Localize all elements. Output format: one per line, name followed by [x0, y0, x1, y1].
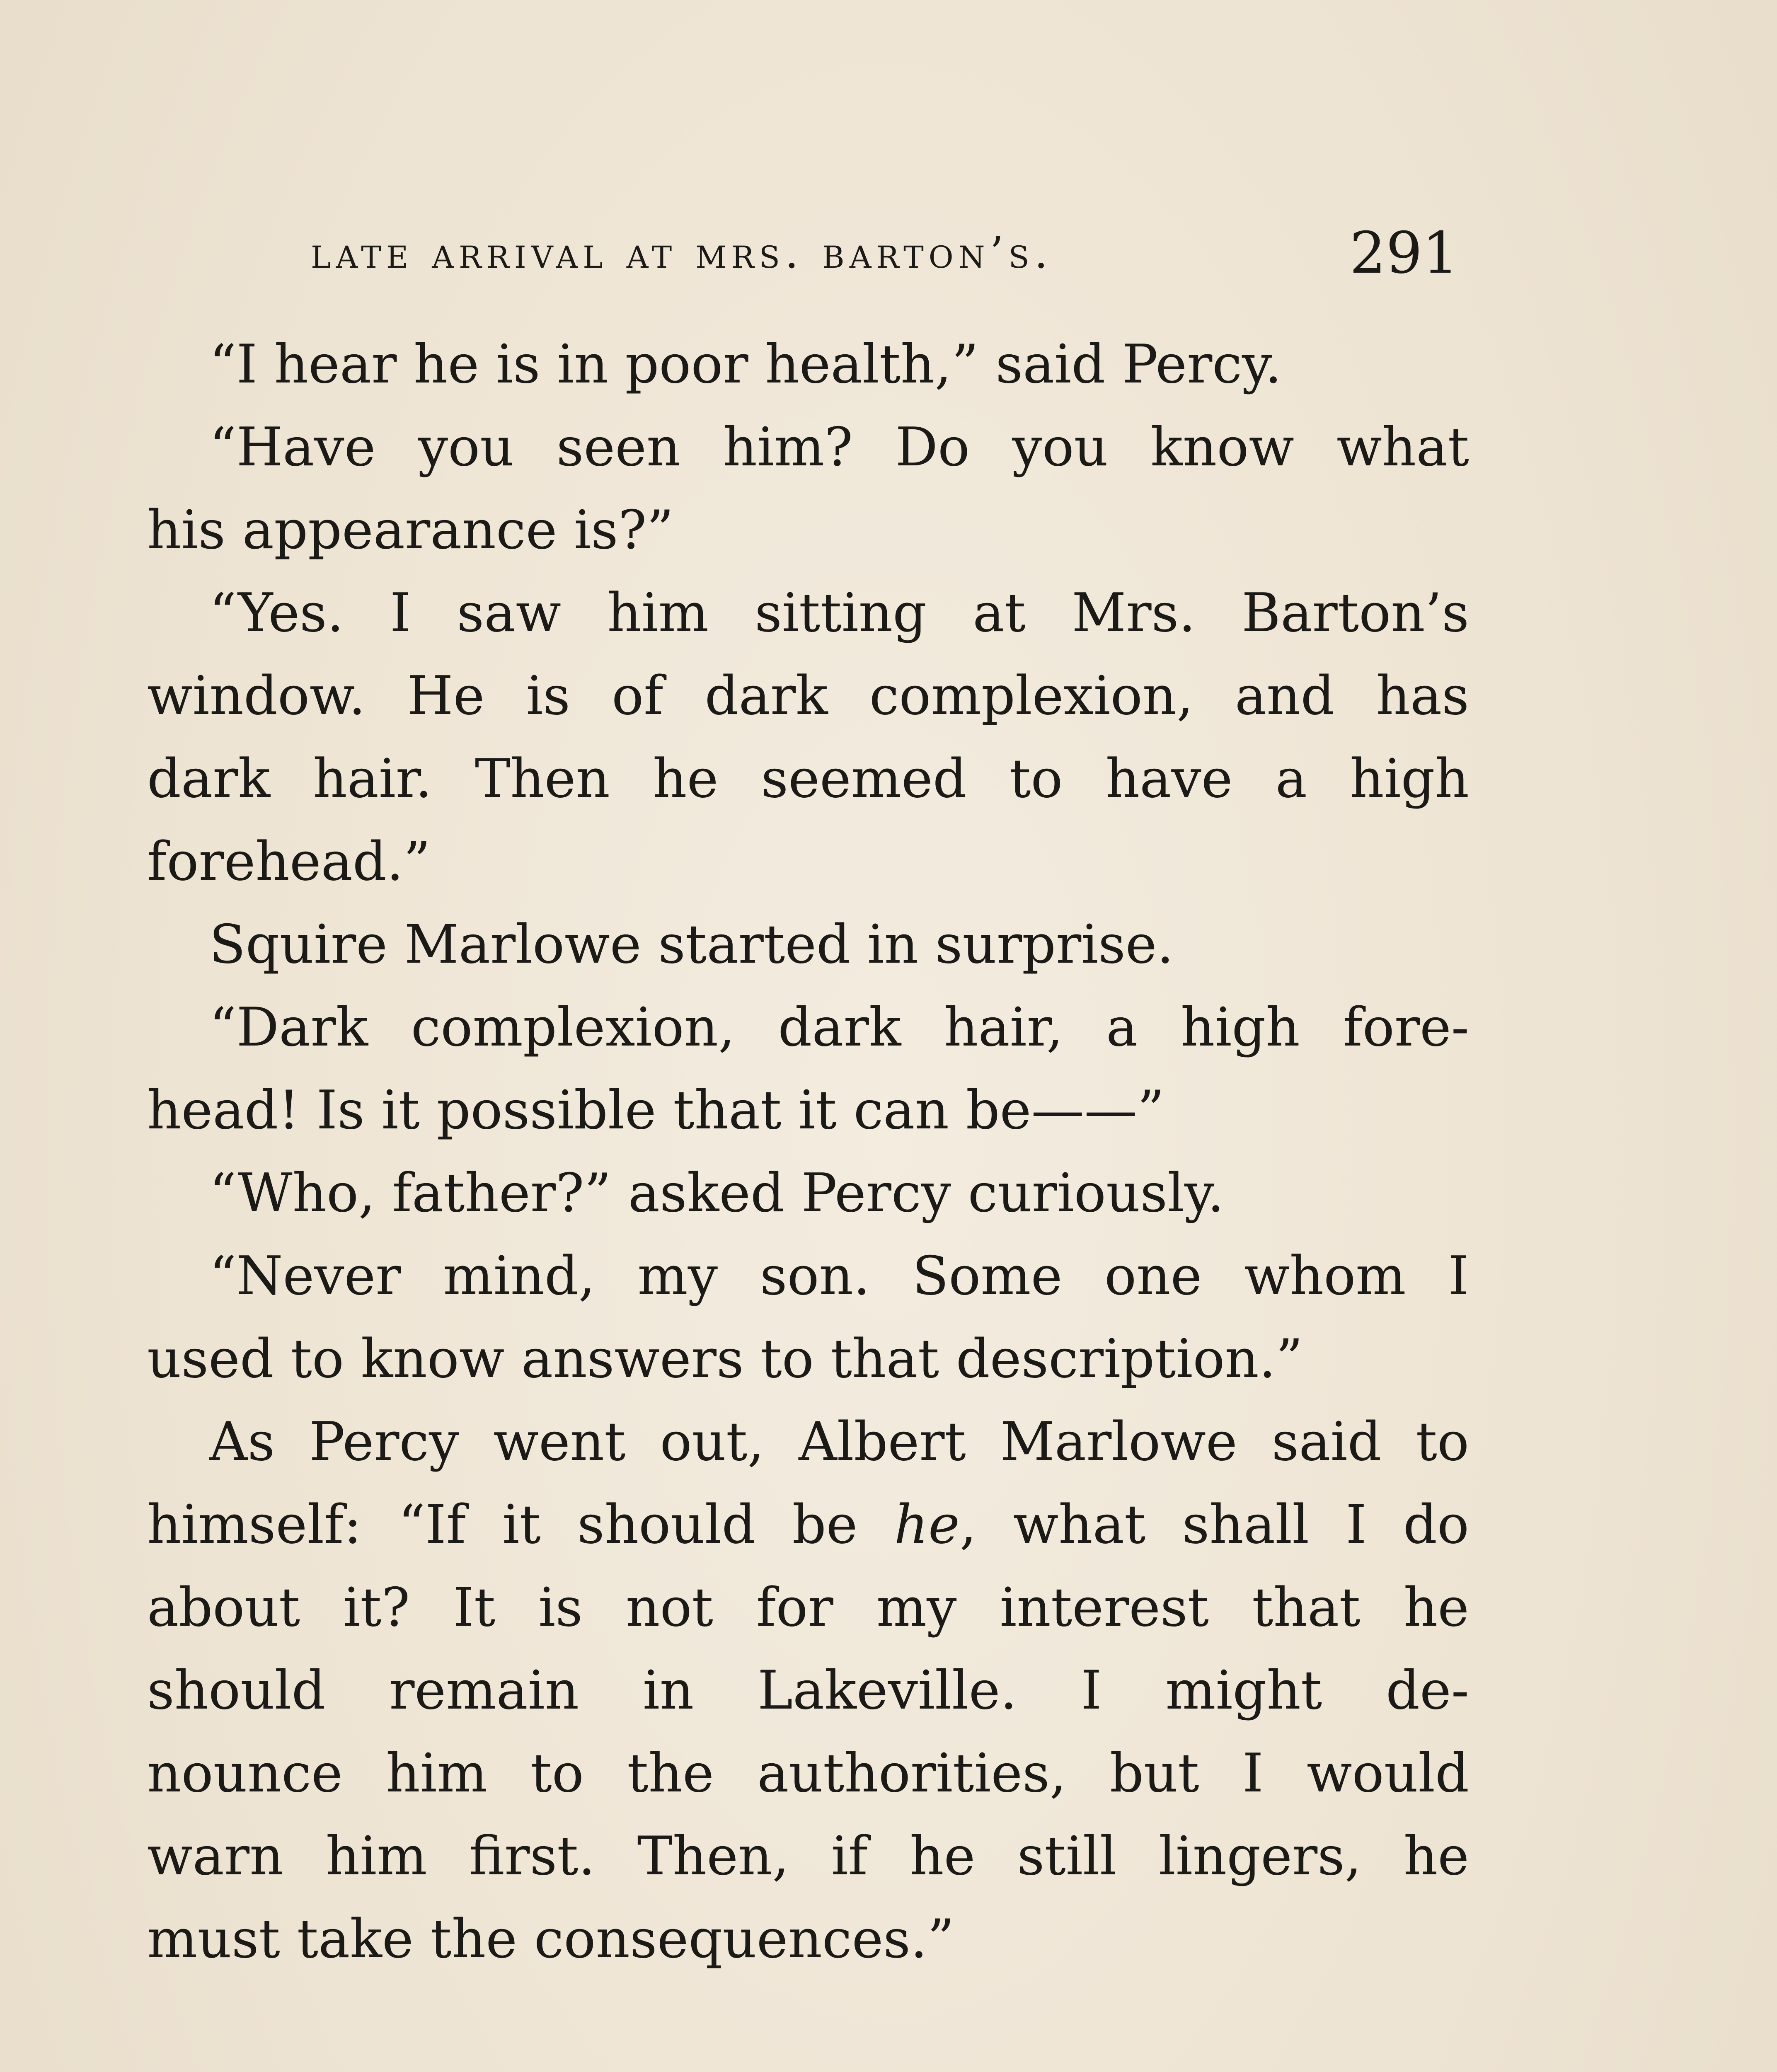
body-text — [147, 323, 1469, 1981]
text-line: “I hear he is in poor health,” said Percy. — [209, 334, 1282, 395]
running-title: late arrival at mrs. barton’s. — [311, 228, 1053, 278]
text-line: nounce him to the authorities, but I would — [147, 1743, 1469, 1804]
text-line: “Dark complexion, dark hair, a high fore- — [209, 997, 1469, 1058]
text-line: “Have you seen him? Do you know what — [209, 416, 1469, 478]
text-line: his appearance is?” — [147, 499, 674, 561]
text-line: warn him first. Then, if he still lingers, he — [147, 1825, 1469, 1887]
text-line: head! Is it possible that it can be——” — [147, 1080, 1164, 1141]
text-line: As Percy went out, Albert Marlowe said to — [209, 1411, 1469, 1473]
text-line: window. He is of dark complexion, and has — [147, 665, 1469, 727]
text-line: dark hair. Then he seemed to have a high — [147, 748, 1469, 810]
text-line: “Who, father?” asked Percy curiously. — [209, 1162, 1224, 1224]
emphasis: he — [894, 1494, 960, 1556]
text-line: should remain in Lakeville. I might de- — [147, 1660, 1469, 1721]
text-line: himself: “If it should be he, what shall I do — [147, 1494, 1469, 1556]
text-line: must take the consequences.” — [147, 1908, 955, 1970]
text-line: forehead.” — [147, 831, 431, 893]
page-number: 291 — [1349, 219, 1459, 286]
text-line: about it? It is not for my interest that he — [147, 1577, 1469, 1639]
text-line: “Yes. I saw him sitting at Mrs. Barton’s — [209, 582, 1469, 644]
text-line: Squire Marlowe started in surprise. — [209, 914, 1174, 975]
text-line: used to know answers to that description.” — [147, 1328, 1303, 1390]
text-line: “Never mind, my son. Some one whom I — [209, 1245, 1469, 1307]
running-head — [311, 215, 1459, 290]
